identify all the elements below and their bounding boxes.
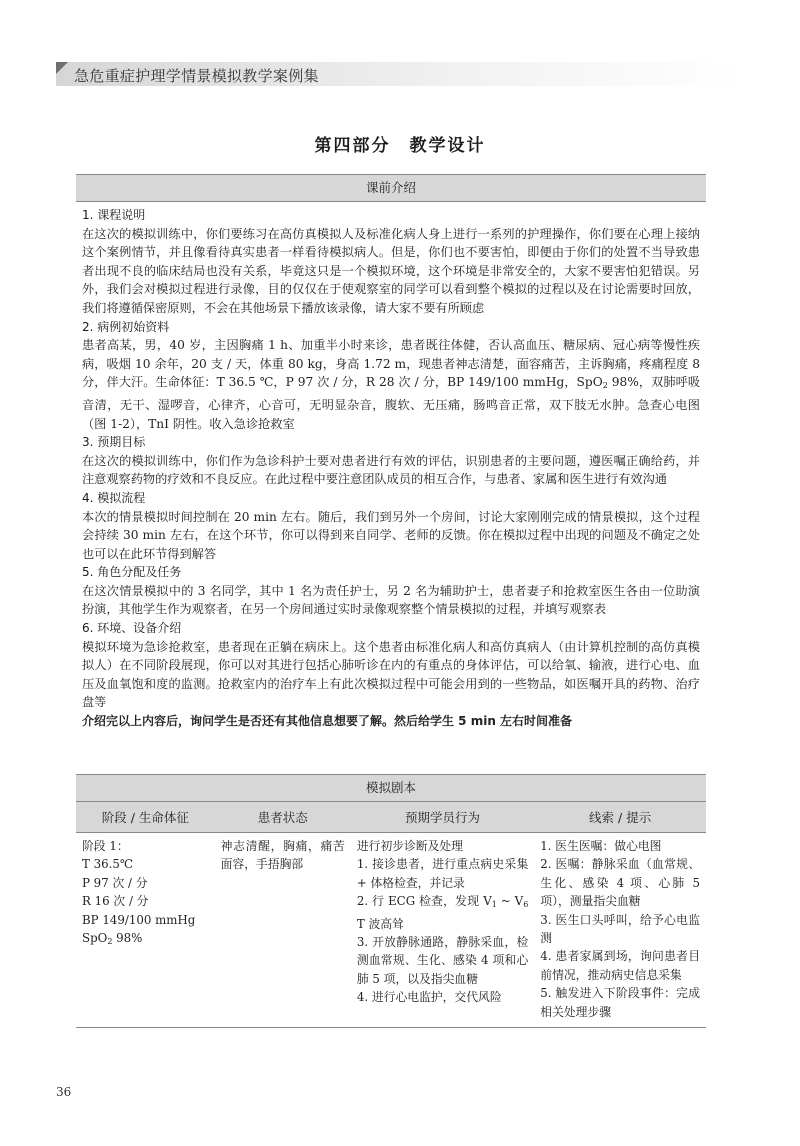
status-cell: 神志清醒，胸痛，痛苦面容，手捂胸部: [220, 839, 345, 872]
intro-heading-3: 3. 预期目标: [82, 435, 146, 450]
intro-heading-6: 6. 环境、设备介绍: [82, 621, 182, 636]
stage-cell: 阶段 1： T 36.5℃ P 97 次 / 分 R 16 次 / 分 BP 149/100 mmHg SpO$_2$ 98%: [82, 839, 196, 947]
intro-text-6: 模拟环境为急诊抢救室，患者现在正躺在病床上。这个患者由标准化病人和高仿真病人（由计算机控制的高仿真模拟人）在不同阶段展现，你可以对其进行包括心肺听诊在内的有重点的身体评估，可以给氧、输液，进行心电、血压及血氧饱和度的监测。抢救室内的治疗车上有此次模拟过程中可能会用到的一些物品，如医嘱开具的药物、治疗盘等: [82, 639, 700, 710]
page-number: 36: [56, 1085, 72, 1099]
behavior-cell: 进行初步诊断及处理 1. 接诊患者，进行重点病史采集 + 体格检查，并记录 2. 行 ECG 检查，发现 $V_1$ ~ $V_6$ T 波高耸 3. 开放静脉通路，静脉采血，检测血常规、生化、感染 4 项和心肺 5 项，以及指尖血糖 4. 进行心电监护，交代风险: [356, 839, 529, 1005]
intro-heading-4: 4. 模拟流程: [82, 490, 146, 505]
table-row: [76, 833, 706, 1028]
col-header-cues: 线索 / 提示: [534, 802, 706, 833]
script-section: [76, 774, 706, 1028]
intro-body: [76, 202, 706, 731]
intro-text-5: 在这次情景模拟中的 3 名同学，其中 1 名为责任护士，另 2 名为辅助护士，患者妻子和抢救室医生各由一位助演扮演，其他学生作为观察者，在另一个房间通过实时录像观察整个情景模拟的过程，并填写观察表: [82, 583, 700, 617]
cues-cell: 1. 医生医嘱：做心电图 2. 医嘱：静脉采血（血常规、生化、感染 4 项、心肺 5 项），测量指尖血糖 3. 医生口头呼叫，给予心电监测 4. 患者家属到场，询问患者目前情况，推动病史信息采集 5. 触发进入下阶段事件：完成相关处理步骤: [540, 839, 700, 1019]
intro-text-3: 在这次的模拟训练中，你们作为急诊科护士要对患者进行有效的评估，识别患者的主要问题，遵医嘱正确给药，并注意观察药物的疗效和不良反应。在此过程中要注意团队成员的相互合作，与患者、家属和医生进行有效沟通: [82, 453, 700, 487]
header-triangle-icon: [56, 62, 68, 74]
intro-heading-5: 5. 角色分配及任务: [82, 565, 182, 580]
intro-heading-2: 2. 病例初始资料: [82, 319, 170, 334]
col-header-status: 患者状态: [215, 802, 351, 833]
script-section-title: 模拟剧本: [76, 774, 706, 802]
script-table: [76, 802, 706, 1028]
col-header-stage: 阶段 / 生命体征: [76, 802, 215, 833]
intro-section: [76, 174, 706, 731]
intro-text-4: 本次的情景模拟时间控制在 20 min 左右。随后，我们到另外一个房间，讨论大家刚刚完成的情景模拟，这个过程会持续 30 min 左右，在这个环节，你可以得到来自同学、老师的反馈。你在模拟过程中出现的问题及不确定之处也可以在此环节得到解答: [82, 509, 700, 561]
intro-text-2: 患者高某，男，40 岁，主因胸痛 1 h、加重半小时来诊，患者既往体健，否认高血压、糖尿病、冠心病等慢性疾病，吸烟 10 余年，20 支 / 天，体重 80 kg，身高 1.72 m，现患者神志清楚，面容痛苦，主诉胸痛，疼痛程度 8 分，伴大汗。生命体征：T 36.5 ℃，P 97 次 / 分，R 28 次 / 分，BP 149/100 mmHg，SpO$_2$ 98%，双肺呼吸音清，无干、湿啰音，心律齐，心音可，无明显杂音，腹软、无压痛，肠鸣音正常，双下肢无水肿。急查心电图（图 1-2），TnI 阴性。收入急诊抢救室: [82, 338, 701, 431]
intro-text-1: 在这次的模拟训练中，你们要练习在高仿真模拟人及标准化病人身上进行一系列的护理操作，你们要在心理上接纳这个案例情节，并且像看待真实患者一样看待模拟病人。但是，你们也不要害怕，即便由于你们的处置不当导致患者出现不良的临床结局也没有关系，毕竟这只是一个模拟环境，这个环境是非常安全的，大家不要害怕犯错误。另外，我们会对模拟过程进行录像，目的仅仅在于使观察室的同学可以看到整个模拟的过程以及在讨论需要时回放，我们将遵循保密原则，不会在其他场景下播放该录像，请大家不要有所顾虑: [82, 226, 700, 315]
running-header-title: 急危重症护理学情景模拟教学案例集: [74, 67, 319, 85]
part-title: 第四部分 教学设计: [314, 136, 486, 156]
col-header-behavior: 预期学员行为: [351, 802, 534, 833]
intro-section-title: 课前介绍: [76, 174, 706, 202]
intro-heading-1: 1. 课程说明: [82, 208, 146, 222]
intro-closing: 介绍完以上内容后，询问学生是否还有其他信息想要了解。然后给学生 5 min 左右时间准备: [82, 714, 573, 729]
